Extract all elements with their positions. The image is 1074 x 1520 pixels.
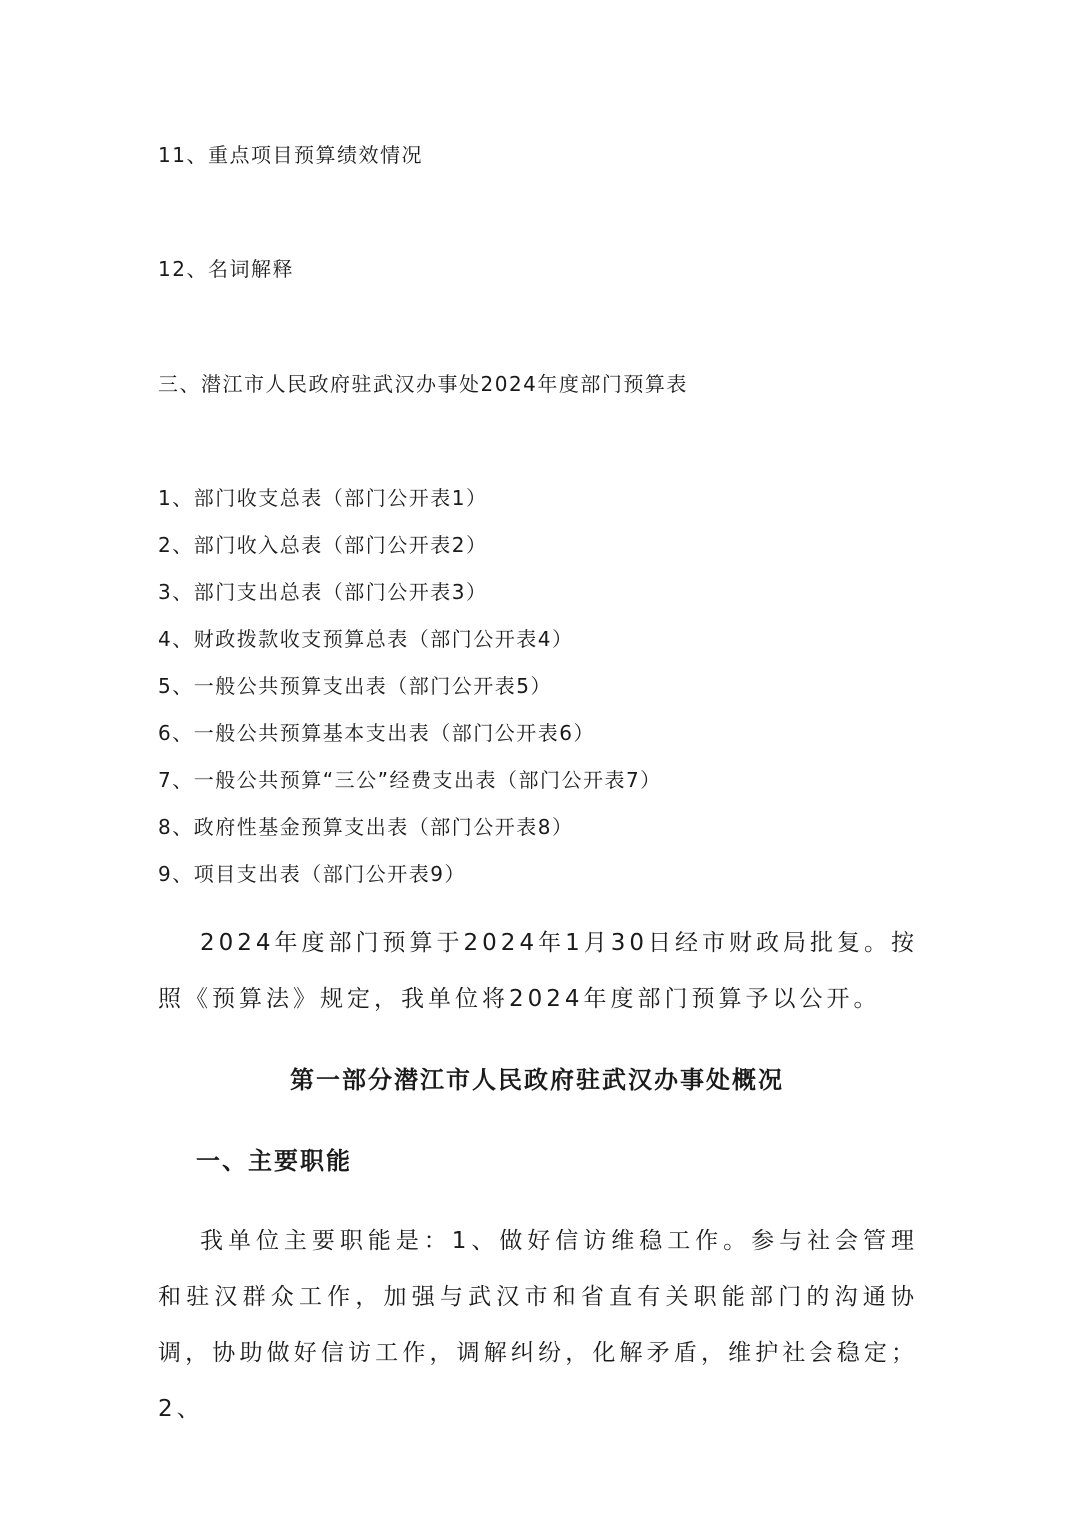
- section1-heading: 一、主要职能: [196, 1147, 352, 1175]
- table-list-item-2: 2、部门收入总表（部门公开表2）: [158, 533, 488, 557]
- toc-section-3: 三、潜江市人民政府驻武汉办事处2024年度部门预算表: [158, 372, 688, 396]
- intro-paragraph: 2024年度部门预算于2024年1月30日经市财政局批复。按照《预算法》规定，我单位将2024年度部门预算予以公开。: [158, 930, 918, 1012]
- table-list-item-6: 6、一般公共预算基本支出表（部门公开表6）: [158, 721, 595, 745]
- part1-title: 第一部分潜江市人民政府驻武汉办事处概况: [290, 1066, 784, 1094]
- functions-paragraph: 我单位主要职能是：1、做好信访维稳工作。参与社会管理和驻汉群众工作，加强与武汉市和省直有关职能部门的沟通协调，协助做好信访工作，调解纠纷，化解矛盾，维护社会稳定；2、: [158, 1228, 918, 1422]
- table-list-item-5: 5、一般公共预算支出表（部门公开表5）: [158, 674, 552, 698]
- table-list-item-3: 3、部门支出总表（部门公开表3）: [158, 580, 488, 604]
- table-list-item-8: 8、政府性基金预算支出表（部门公开表8）: [158, 815, 574, 839]
- table-list-item-7: 7、一般公共预算“三公”经费支出表（部门公开表7）: [158, 768, 662, 792]
- table-list-item-4: 4、财政拨款收支预算总表（部门公开表4）: [158, 627, 574, 651]
- table-list-item-1: 1、部门收支总表（部门公开表1）: [158, 486, 488, 510]
- table-list-item-9: 9、项目支出表（部门公开表9）: [158, 862, 466, 886]
- toc-item-12: 12、名词解释: [158, 257, 294, 281]
- toc-item-11: 11、重点项目预算绩效情况: [158, 143, 423, 167]
